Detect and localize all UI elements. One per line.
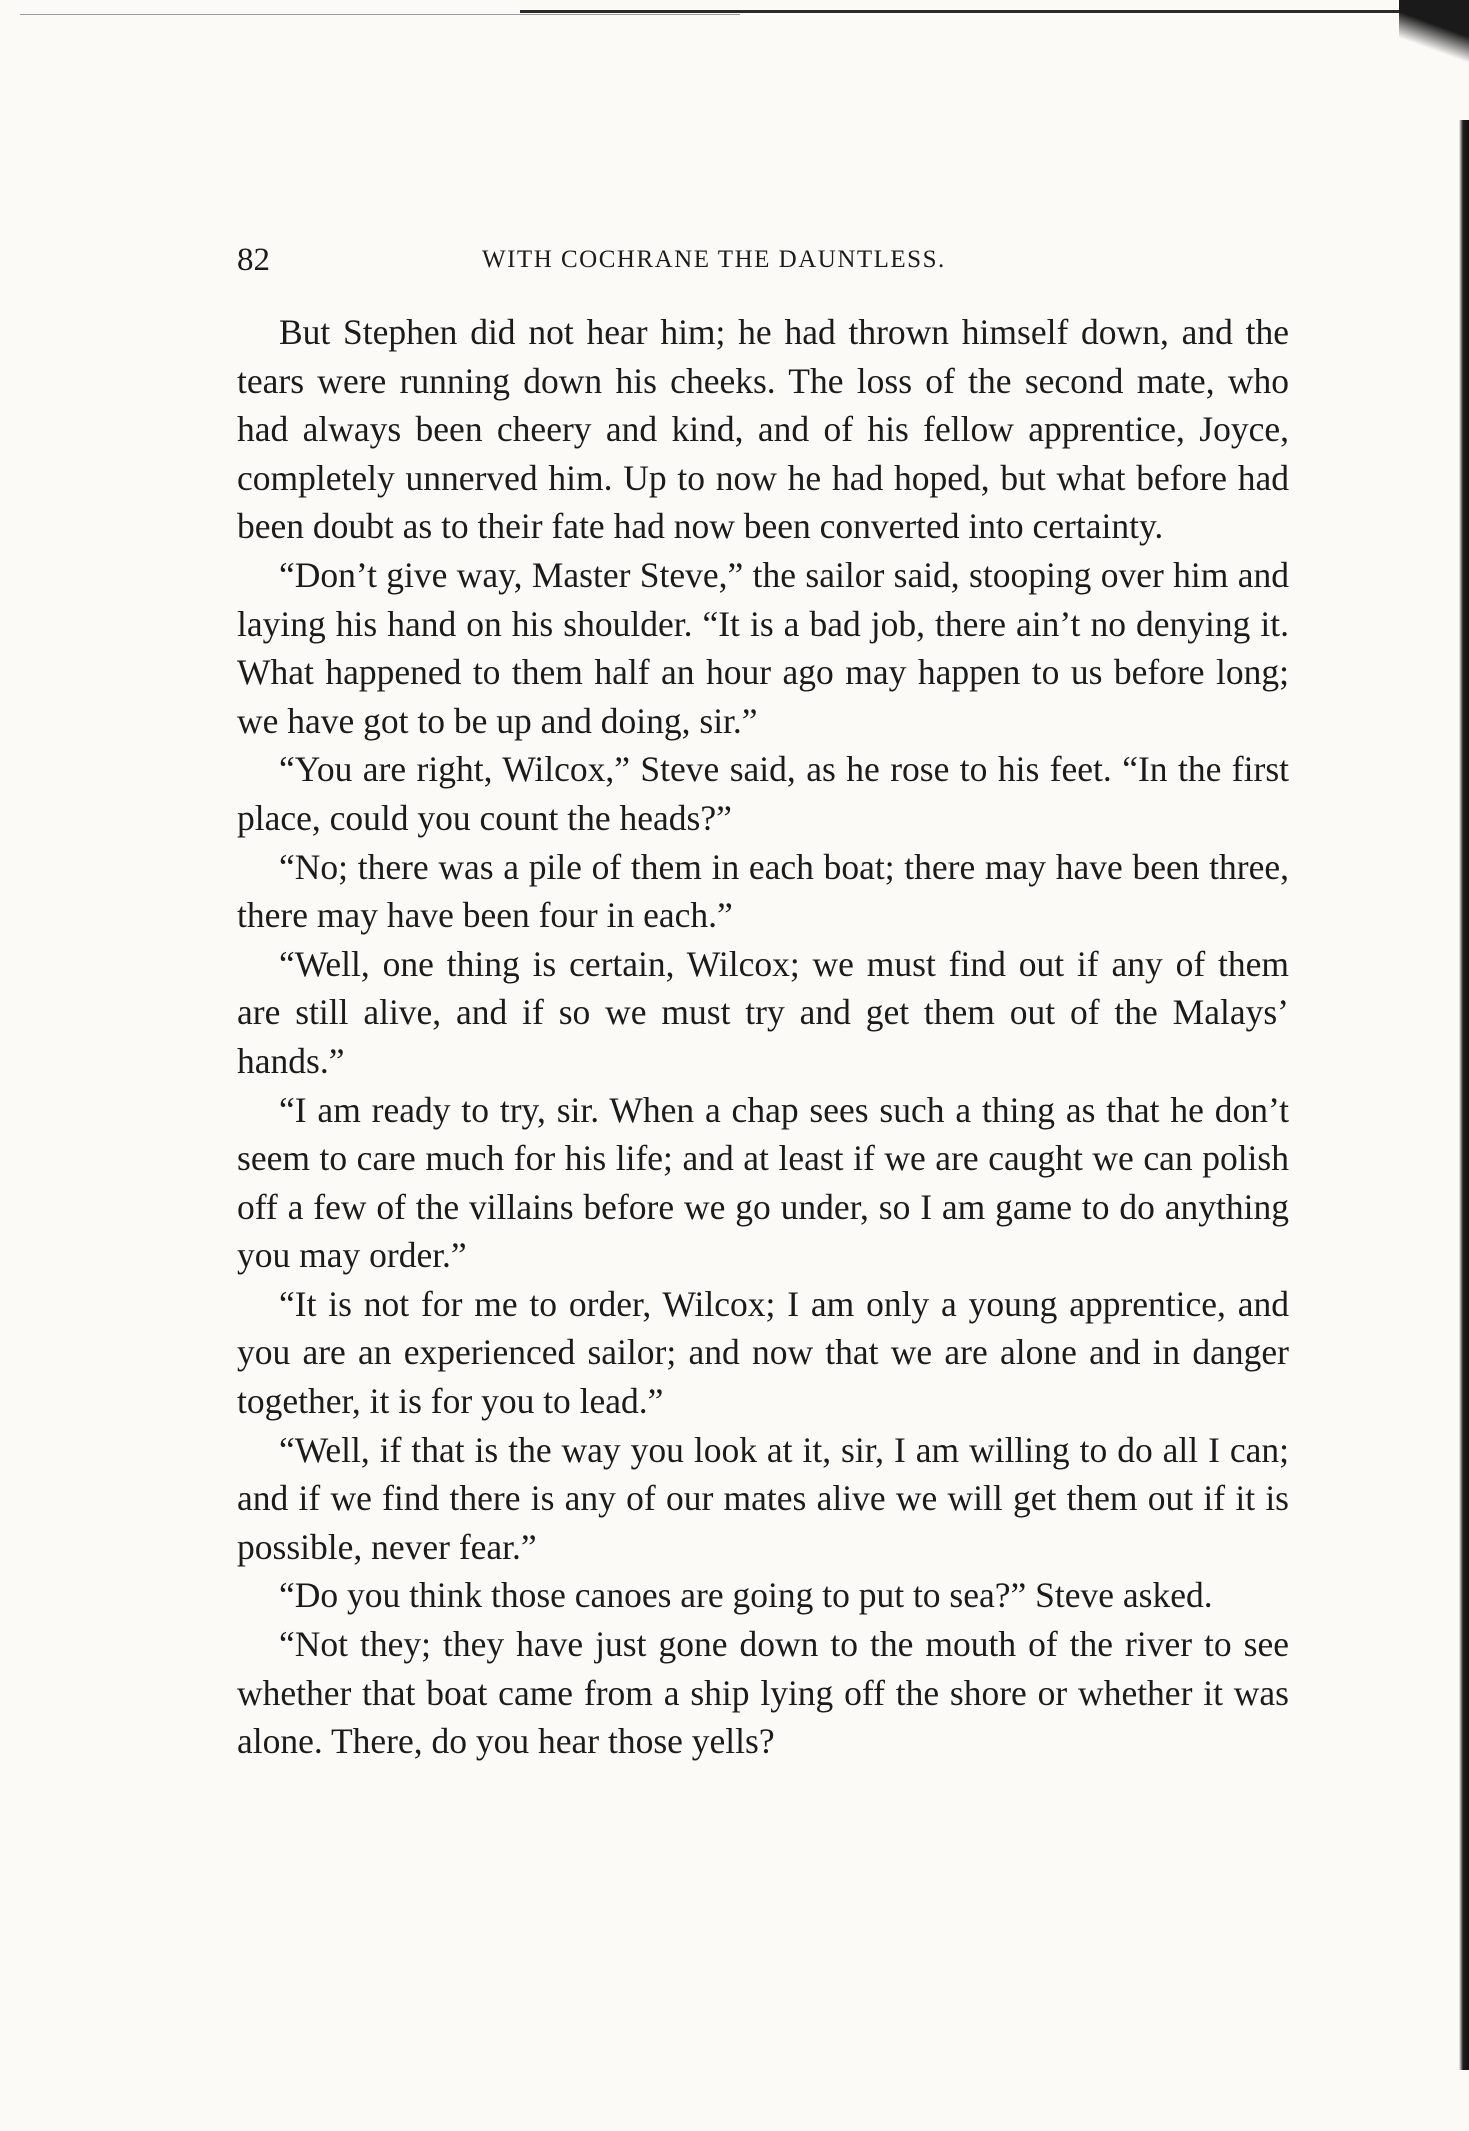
page-number: 82 bbox=[237, 242, 270, 278]
scan-artifact-right-edge bbox=[1459, 120, 1469, 2070]
paragraph: “Do you think those canoes are going to put to sea?” Steve asked. bbox=[279, 1575, 1213, 1616]
paragraph: But Stephen did not hear him; he had thrown himself down, and the tears were running down his cheeks. The loss of the second mate, who had always been cheery and kind, and of his fellow apprentice, Joyce, completely unnerved him. Up to now he had hoped, but what before had been doubt as to their fate had now been converted into certainty. bbox=[237, 312, 1289, 547]
paragraph: “Not they; they have just gone down to the mouth of the river to see whether that boat came from a ship lying off the shore or whether it was alone. There, do you hear those yells? bbox=[237, 1624, 1289, 1762]
book-page bbox=[237, 238, 1289, 1766]
paragraph: “No; there was a pile of them in each boat; there may have been three, there may have been four in each.” bbox=[237, 846, 1289, 936]
paragraph: “Well, one thing is certain, Wilcox; we must find out if any of them are still alive, and if so we must try and get them out of the Malays’ hands.” bbox=[237, 943, 1289, 1081]
paragraph: “You are right, Wilcox,” Steve said, as he rose to his feet. “In the first place, could you count the heads?” bbox=[237, 749, 1289, 838]
scan-artifact-top-line bbox=[520, 10, 1469, 13]
body-text bbox=[237, 308, 1289, 1766]
scan-artifact-thin-line bbox=[20, 14, 740, 15]
running-title: WITH COCHRANE THE DAUNTLESS. bbox=[482, 246, 946, 273]
paragraph: “Well, if that is the way you look at it, sir, I am willing to do all I can; and if we find there is any of our mates alive we will get them out if it is possible, never fear.” bbox=[237, 1429, 1289, 1567]
scan-artifact-page-curl bbox=[1399, 0, 1469, 80]
paragraph: “Don’t give way, Master Steve,” the sailor said, stooping over him and laying his hand on his shoulder. “It is a bad job, there ain’t no denying it. What happened to them half an hour ago may happen to us before long; we have got to be up and doing, sir.” bbox=[237, 554, 1289, 741]
running-head bbox=[237, 238, 1289, 288]
paragraph: “I am ready to try, sir. When a chap sees such a thing as that he don’t seem to care much for his life; and at least if we are caught we can polish off a few of the villains before we go under, so I am game to do anything you may order.” bbox=[237, 1089, 1289, 1276]
paragraph: “It is not for me to order, Wilcox; I am only a young apprentice, and you are an experienced sailor; and now that we are alone and in danger together, it is for you to lead.” bbox=[237, 1283, 1289, 1422]
